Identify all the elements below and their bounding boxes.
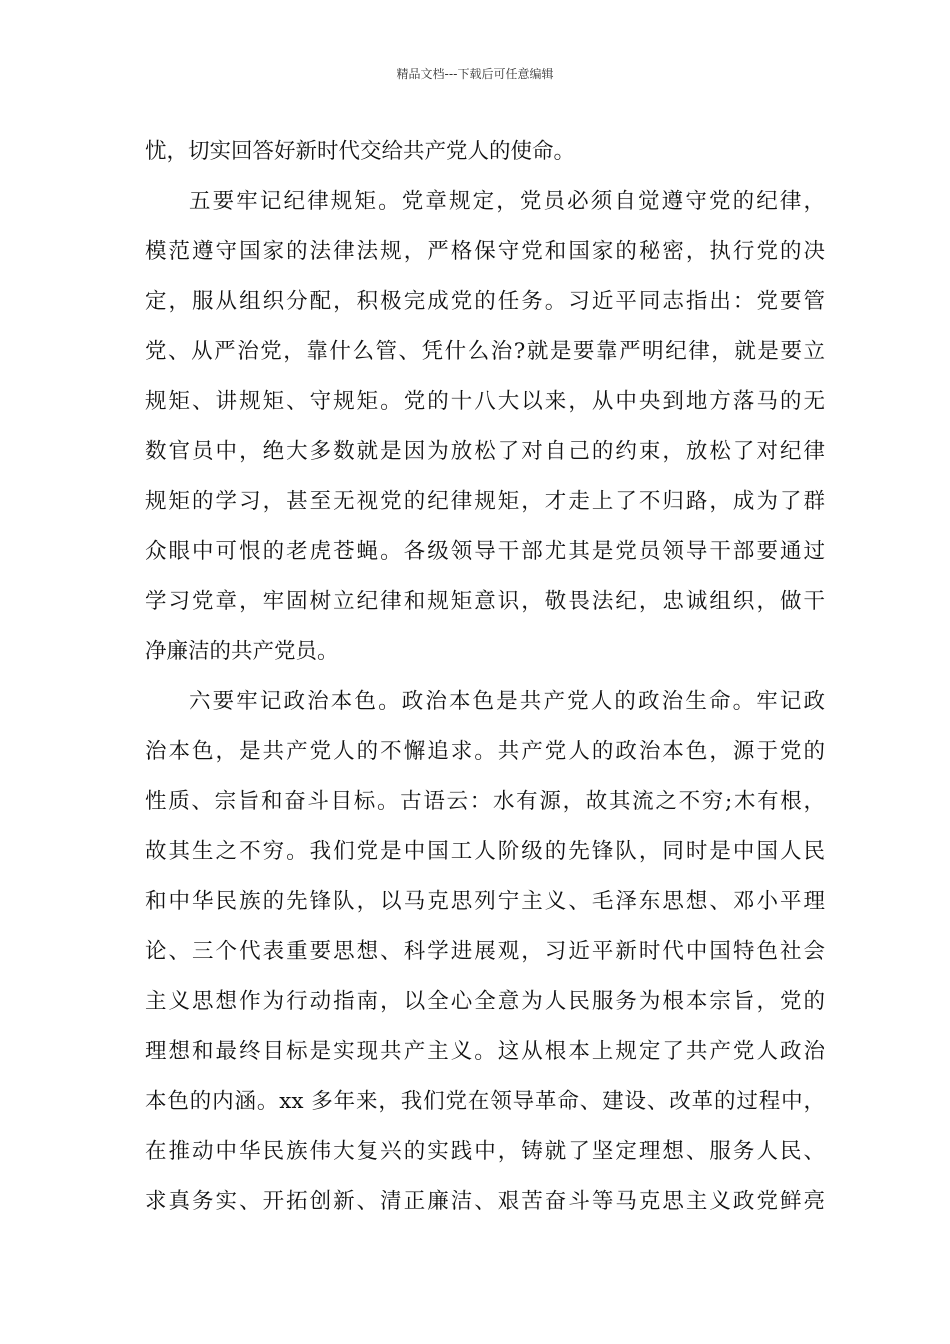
text-line: 规矩的学习，甚至无视党的纪律规矩，才走上了不归路，成为了群 bbox=[145, 489, 825, 514]
text-line: 定，服从组织分配，积极完成党的任务。习近平同志指出：党要管 bbox=[145, 289, 825, 314]
text-line: 本色的内涵。xx 多年来，我们党在领导革命、建设、改革的过程中， bbox=[145, 1089, 825, 1114]
text-line: 在推动中华民族伟大复兴的实践中，铸就了坚定理想、服务人民、 bbox=[145, 1139, 825, 1164]
text-line: 治本色，是共产党人的不懈追求。共产党人的政治本色，源于党的 bbox=[145, 739, 825, 764]
text-line: 五要牢记纪律规矩。党章规定，党员必须自觉遵守党的纪律， bbox=[189, 189, 825, 214]
text-line: 净廉洁的共产党员。 bbox=[145, 639, 339, 664]
text-line: 和中华民族的先锋队，以马克思列宁主义、毛泽东思想、邓小平理 bbox=[145, 889, 825, 914]
text-line: 论、三个代表重要思想、科学进展观，习近平新时代中国特色社会 bbox=[145, 939, 825, 964]
text-line: 忧，切实回答好新时代交给共产党人的使命。 bbox=[145, 139, 576, 164]
page-header: 精品文档---下载后可任意编辑 bbox=[396, 67, 554, 81]
text-line: 数官员中，绝大多数就是因为放松了对自己的约束，放松了对纪律 bbox=[145, 439, 825, 464]
body-text bbox=[145, 127, 825, 1227]
text-line: 学习党章，牢固树立纪律和规矩意识，敬畏法纪，忠诚组织，做干 bbox=[145, 589, 825, 614]
text-line: 模范遵守国家的法律法规，严格保守党和国家的秘密，执行党的决 bbox=[145, 239, 825, 264]
text-line: 主义思想作为行动指南，以全心全意为人民服务为根本宗旨，党的 bbox=[145, 989, 825, 1014]
text-line: 六要牢记政治本色。政治本色是共产党人的政治生命。牢记政 bbox=[189, 689, 825, 714]
text-line: 故其生之不穷。我们党是中国工人阶级的先锋队，同时是中国人民 bbox=[145, 839, 825, 864]
text-line: 理想和最终目标是实现共产主义。这从根本上规定了共产党人政治 bbox=[145, 1039, 825, 1064]
text-line: 党、从严治党，靠什么管、凭什么治?就是要靠严明纪律，就是要立 bbox=[145, 339, 825, 364]
text-line: 众眼中可恨的老虎苍蝇。各级领导干部尤其是党员领导干部要通过 bbox=[145, 539, 825, 564]
text-line: 求真务实、开拓创新、清正廉洁、艰苦奋斗等马克思主义政党鲜亮 bbox=[145, 1189, 825, 1214]
text-line: 规矩、讲规矩、守规矩。党的十八大以来，从中央到地方落马的无 bbox=[145, 389, 825, 414]
text-line: 性质、宗旨和奋斗目标。古语云：水有源，故其流之不穷;木有根， bbox=[145, 789, 825, 814]
